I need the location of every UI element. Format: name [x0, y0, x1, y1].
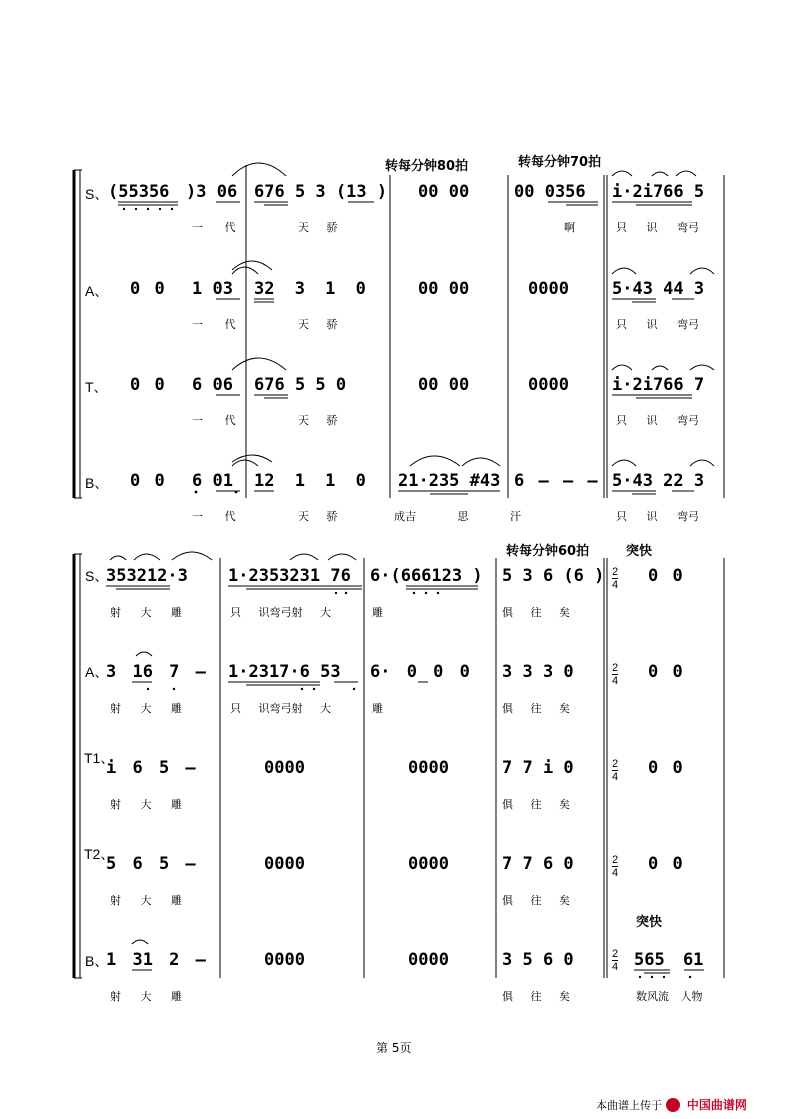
page-number: 第 5页 [376, 1041, 412, 1055]
voice-label-tenor-1: T1、 [84, 750, 115, 766]
voice-label-tenor: T、 [85, 379, 108, 395]
lyric-line: 射 大 雕 [110, 606, 182, 619]
slur [612, 460, 636, 466]
stave-notes: 0 0 [130, 471, 165, 491]
stave-notes: 676 5 3 (13 ) [254, 182, 388, 202]
slur [612, 365, 632, 370]
slur [290, 554, 318, 560]
slur [690, 268, 714, 274]
lyric-line: 一 代 [192, 221, 236, 234]
stave-notes: 5 6 5 — [106, 854, 196, 874]
slur [612, 171, 632, 176]
voice-label-bass: B、 [85, 475, 109, 491]
lyric-line: 一 代 [192, 414, 236, 427]
tempo-mark-60: 转每分钟60拍 [506, 544, 590, 559]
slur [232, 163, 286, 176]
stave-notes: i·2i766 7 [612, 375, 705, 395]
lyric-line: 只 识 弯弓 [616, 221, 699, 234]
stave-notes: 3 5 6 0 [502, 950, 574, 970]
stave-notes: (55356 [108, 182, 170, 202]
site-logo-icon [666, 1098, 680, 1112]
time-signature: 2 4 [612, 948, 619, 973]
time-signature: 2 4 [612, 758, 619, 783]
slur [652, 366, 668, 370]
lyric-line: 一 代 [192, 510, 236, 523]
slur [172, 552, 212, 560]
slur [232, 460, 258, 466]
stave-notes: 1·2353231 76 [228, 566, 351, 586]
stave-notes: 0 0 [130, 375, 165, 395]
stave-notes: 6 06 [192, 375, 233, 395]
lyric-line: 雕 [372, 702, 383, 715]
site-brand[interactable]: 中国曲谱网 [686, 1098, 747, 1112]
slur [410, 456, 460, 466]
stave-notes: i·2i766 5 [612, 182, 705, 202]
stave-notes: 0000 [408, 854, 449, 874]
stave-notes: 12 1 1 0 [254, 471, 366, 491]
voice-label-tenor-2: T2、 [84, 846, 115, 862]
lyric-line: 射 大 雕 [110, 894, 182, 907]
voice-label-alto: A、 [85, 283, 109, 299]
lyric-line: 只 识 弯弓 [616, 414, 699, 427]
stave-notes: 0000 [528, 279, 569, 299]
lyric-line: 射 大 雕 [110, 990, 182, 1003]
stave-notes: 0 0 [648, 566, 683, 586]
lyric-line: 射 大 雕 [110, 702, 182, 715]
lyric-line: 只 识弯弓射 大 [230, 606, 331, 619]
time-signature: 2 4 [612, 566, 619, 591]
voice-label-soprano: S、 [85, 186, 109, 202]
stave-notes: 0 0 [648, 758, 683, 778]
lyric-line: 天 骄 [298, 318, 338, 331]
stave-notes: 0000 [528, 375, 569, 395]
stave-notes: 0000 [408, 758, 449, 778]
lyric-line: 俱 往 矣 [502, 894, 570, 907]
stave-notes: 3 3 3 0 [502, 662, 574, 682]
stave-notes: 6 01 [192, 471, 233, 491]
lyric-line: 只 识 弯弓 [616, 318, 699, 331]
lyric-line: 成吉 思 汗 [394, 510, 521, 523]
stave-notes: 0000 [264, 758, 305, 778]
slur [690, 460, 714, 466]
stave-notes: 5·43 44 3 [612, 279, 705, 299]
tempo-mark-sudden-fast-bass: 突快 [636, 915, 663, 930]
slur [134, 554, 160, 560]
tempo-mark-70: 转每分钟70拍 [518, 155, 602, 170]
stave-notes: 353212·3 [106, 566, 188, 586]
stave-notes: )3 06 [186, 182, 238, 202]
stave-notes: 00 00 [418, 375, 470, 395]
slur [110, 556, 126, 560]
stave-notes: 5·43 22 3 [612, 471, 705, 491]
stave-notes: 0000 [408, 950, 449, 970]
tempo-mark-sudden-fast: 突快 [626, 544, 653, 559]
slur [652, 172, 668, 176]
slur [232, 358, 286, 370]
slur [676, 171, 696, 176]
stave-notes: 00 00 [418, 279, 470, 299]
tempo-mark-80: 转每分钟80拍 [385, 159, 469, 174]
stave-notes: 32 3 1 0 [254, 279, 366, 299]
stave-notes: 0000 [264, 854, 305, 874]
stave-notes: 676 5 5 0 [254, 375, 347, 395]
time-signature: 2 4 [612, 854, 619, 879]
slur [132, 940, 148, 944]
lyric-line: 天 骄 [298, 414, 338, 427]
slur [612, 268, 636, 274]
lyric-line: 天 骄 [298, 510, 338, 523]
voice-label-soprano: S、 [85, 568, 109, 584]
stave-notes: 1 31 2 — [106, 950, 206, 970]
lyric-line: 天 骄 [298, 221, 338, 234]
stave-notes: 6· 0 0 0 [370, 662, 470, 682]
stave-notes: 3 16 7 — [106, 662, 206, 682]
lyric-line: 射 大 雕 [110, 798, 182, 811]
lyric-line: 俱 往 矣 [502, 606, 570, 619]
stave-notes: 7 7 6 0 [502, 854, 574, 874]
stave-notes: i 6 5 — [106, 758, 196, 778]
lyric-line: 只 识 弯弓 [616, 510, 699, 523]
slur [328, 554, 356, 560]
stave-notes: 0 0 [648, 662, 683, 682]
stave-notes: 7 7 i 0 [502, 758, 574, 778]
stave-notes: 6·(666123 ) [370, 566, 483, 586]
slur [136, 652, 152, 656]
lyric-line: 数风流 人物 [636, 990, 703, 1003]
lyric-line: 啊 [564, 221, 575, 234]
lyric-line: 俱 往 矣 [502, 990, 570, 1003]
stave-notes: 0 0 [648, 854, 683, 874]
voice-label-bass: B、 [85, 953, 109, 969]
stave-notes: 0000 [264, 950, 305, 970]
footer-credit [596, 1096, 747, 1114]
slur [232, 267, 258, 274]
lyric-line: 只 识弯弓射 大 [230, 702, 331, 715]
slur [462, 458, 500, 466]
lyric-line: 一 代 [192, 318, 236, 331]
stave-notes: 6 — — — [514, 471, 598, 491]
stave-notes: 00 00 [418, 182, 470, 202]
lyric-line: 雕 [372, 606, 383, 619]
slur [690, 365, 714, 370]
lyric-line: 俱 往 矣 [502, 798, 570, 811]
stave-notes: 00 0356 [514, 182, 586, 202]
stave-notes: 565 61 [634, 950, 704, 970]
stave-notes: 1·2317·6 53 [228, 662, 341, 682]
upload-note: 本曲谱上传于 [596, 1099, 662, 1112]
time-signature: 2 4 [612, 662, 619, 687]
stave-notes: 21·235 #43 [398, 471, 501, 491]
stave-notes: 5 3 6 (6 ) [502, 566, 605, 586]
slur [232, 455, 272, 462]
lyric-line: 俱 往 矣 [502, 702, 570, 715]
stave-notes: 0 0 [130, 279, 165, 299]
stave-notes: 1 03 [192, 279, 233, 299]
voice-label-alto: A、 [85, 664, 109, 680]
